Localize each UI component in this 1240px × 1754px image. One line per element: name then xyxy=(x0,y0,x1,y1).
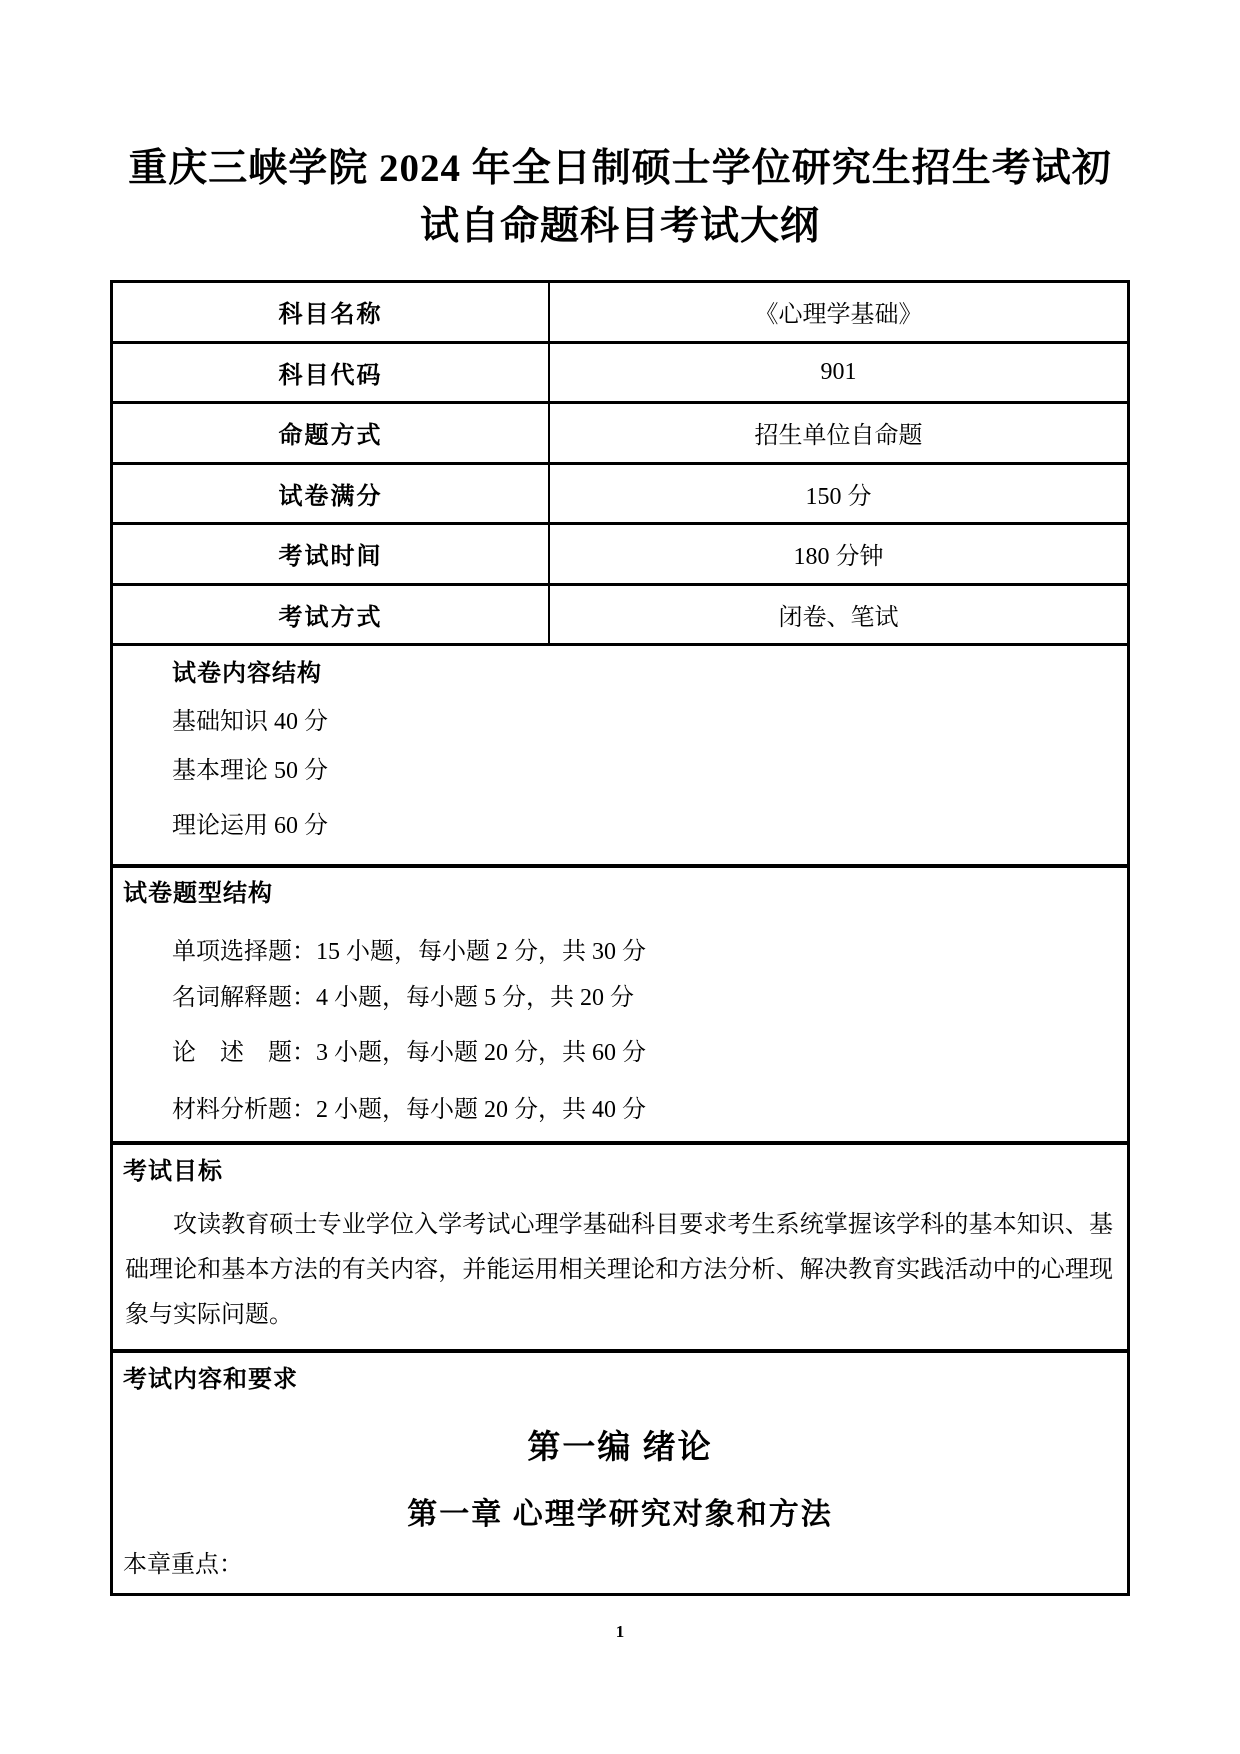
question-structure-item: 单项选择题：15 小题，每小题 2 分，共 30 分 xyxy=(172,939,646,965)
row-label: 考试方式 xyxy=(113,586,550,644)
table-row-subject-name xyxy=(113,283,1127,344)
row-value: 闭卷、笔试 xyxy=(778,604,899,631)
question-structure-item: 论 述 题：3 小题，每小题 20 分，共 60 分 xyxy=(172,1040,646,1066)
chapter-title: 第一章 心理学研究对象和方法 xyxy=(407,1498,833,1531)
chapter-focus-label: 本章重点： xyxy=(123,1552,243,1578)
content-structure-item: 基本理论 50 分 xyxy=(172,758,328,784)
row-label: 科目代码 xyxy=(113,344,550,402)
content-structure-heading: 试卷内容结构 xyxy=(172,661,322,687)
question-structure-item: 材料分析题：2 小题，每小题 20 分，共 40 分 xyxy=(172,1097,646,1123)
table-row-exam-duration xyxy=(113,525,1127,586)
content-structure-item: 基础知识 40 分 xyxy=(172,709,328,735)
page-number: 1 xyxy=(615,1622,625,1641)
document-title-line1: 重庆三峡学院 2024 年全日制硕士学位研究生招生考试初 xyxy=(128,147,1112,190)
table-row-proposition-method xyxy=(113,404,1127,465)
content-structure-item: 理论运用 60 分 xyxy=(172,813,328,839)
exam-content-heading: 考试内容和要求 xyxy=(123,1367,298,1393)
row-label: 科目名称 xyxy=(113,283,550,341)
row-value: 150 分 xyxy=(805,483,872,510)
section-exam-goal xyxy=(113,1141,1127,1349)
question-structure-item: 名词解释题：4 小题，每小题 5 分，共 20 分 xyxy=(172,985,634,1011)
table-row-subject-code xyxy=(113,344,1127,405)
row-label: 考试时间 xyxy=(113,525,550,583)
exam-goal-heading: 考试目标 xyxy=(123,1159,223,1185)
row-value: 《心理学基础》 xyxy=(754,302,923,329)
section-question-structure xyxy=(113,864,1127,1141)
row-label: 试卷满分 xyxy=(113,465,550,523)
row-label: 命题方式 xyxy=(113,404,550,462)
question-structure-heading: 试卷题型结构 xyxy=(123,881,273,907)
exam-goal-paragraph: 攻读教育硕士专业学位入学考试心理学基础科目要求考生系统掌握该学科的基本知识、基础理论和基本方法的有关内容，并能运用相关理论和方法分析、解决教育实践活动中的心理现象与实际问题。 xyxy=(125,1212,1113,1328)
row-value: 招生单位自命题 xyxy=(754,423,923,450)
exam-outline-table xyxy=(110,280,1130,1596)
part-title: 第一编 绪论 xyxy=(527,1430,713,1466)
table-row-exam-mode xyxy=(113,586,1127,647)
document-title-line2: 试自命题科目考试大纲 xyxy=(419,205,820,248)
section-exam-content xyxy=(113,1349,1127,1593)
section-content-structure xyxy=(113,646,1127,864)
row-value: 901 xyxy=(820,358,857,385)
table-row-full-score xyxy=(113,465,1127,526)
row-value: 180 分钟 xyxy=(793,544,884,571)
document-title xyxy=(0,140,1240,256)
